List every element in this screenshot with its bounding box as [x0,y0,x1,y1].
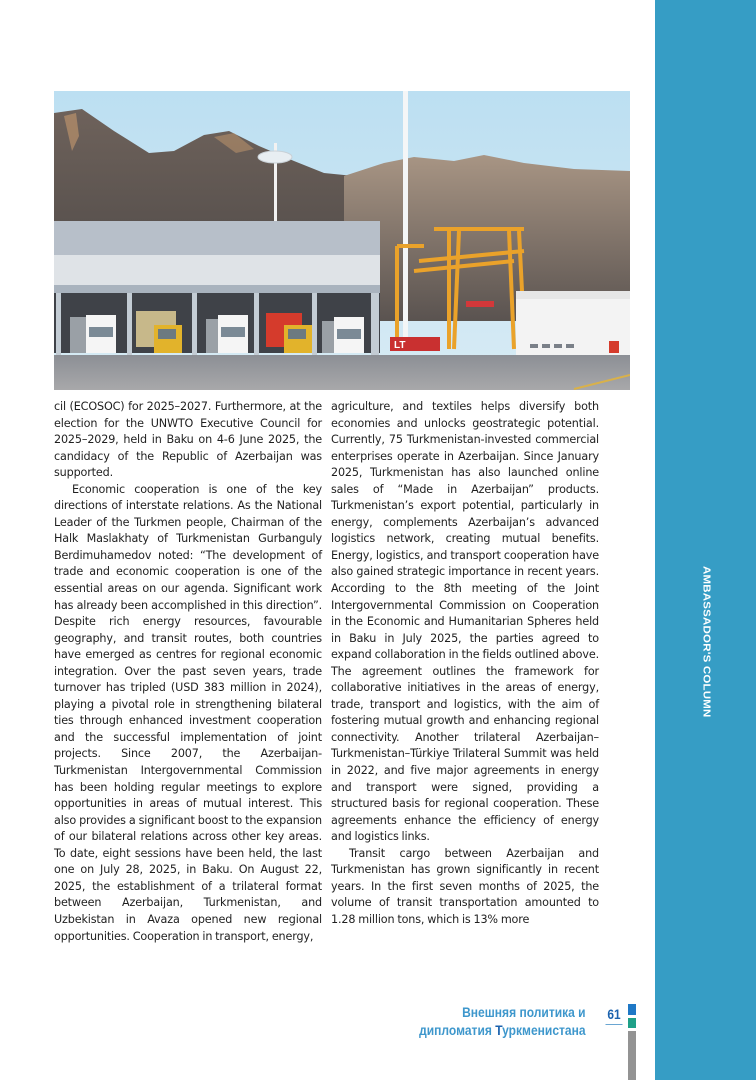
paragraph: agriculture, and textiles helps diversify both economies and unlocks geostrategic potential. Currently, 75 Turkmenistan-invested commercial enterprises operate in Azerbaijan. Since January 2025, Turkmenistan has also launched online sales of “Made in Azerbaijan” products. Turkmenistan’s export potential, particularly in energy, complements Azerbaijan’s advanced logistics network, creating mutual benefits. Energy, logistics, and transport cooperation have also gained strategic importance in recent years. According to the 8th meeting of the Joint Intergovernmental Commission on Cooperation in the Economic and Humanitarian Spheres held in Baku in July 2025, the parties agreed to expand collaboration in the fields outlined above. The agreement outlines the framework for collaborative initiatives in the areas of energy, trade, transport and logistics, with the aim of fostering mutual growth and enhancing regional connectivity. Another trilateral Azerbaijan–Turkmenistan–Türkiye Trilateral Summit was held in 2022, and five major agreements in energy and transport were signed, providing a structured basis for regional cooperation. These agreements enhance the efficiency of energy and logistics links. [331,400,599,844]
article-column-left [54,399,322,945]
footer-bar-teal [628,1018,636,1028]
footer-bar-blue [628,1004,636,1015]
magazine-title-line2-suffix: уркменистана [502,1022,586,1038]
magazine-title-line2 [420,1021,586,1039]
trailer-sign: LT [394,340,406,351]
terminal-roof [54,221,380,255]
magazine-title-line2-highlight: Т [495,1022,503,1038]
magazine-title-line2-prefix: дипломатия [419,1022,496,1038]
magazine-title-line1: Внешняя политика и [462,1004,586,1020]
section-tab-label: AMBASSADOR'S COLUMN [700,566,712,718]
page-number: 61 [606,1006,623,1025]
ground [54,355,630,390]
article-photo [54,91,630,390]
section-sidebar [655,0,756,1080]
paragraph: Transit cargo between Azerbaijan and Turkmenistan has grown significantly in recent years. In the first seven months of 2025, the volume of transit transportation amounted to 1.28 million tons, which is 13% more [331,846,599,926]
magazine-title [420,1003,586,1039]
footer-bar-grey [628,1031,636,1080]
article-column-right [331,399,599,929]
paragraph: Economic cooperation is one of the key directions of interstate relations. As the National Leader of the Turkmen people, Chairman of the Halk Maslakhaty of Turkmenistan Gurbanguly Berdimuhamedov noted: “The development of trade and economic cooperation is one of the essential areas on our agenda. Significant work has already been accomplished in this direction”. Despite rich energy resources, favourable geography, and transit routes, both countries have emerged as centres for regional economic integration. Over the past seven years, trade turnover has tripled (USD 383 million in 2024), playing a pivotal role in strengthening bilateral ties through enhanced investment cooperation and the successful implementation of joint projects. Since 2007, the Azerbaijan-Turkmenistan Intergovernmental Commission has been holding regular meetings to explore opportunities in areas of mutual interest. This also provides a significant boost to the expansion of our bilateral relations across other key areas. To date, eight sessions have been held, the last one on July 28, 2025, in Baku. On August 22, 2025, the establishment of a trilateral format between Azerbaijan, Turkmenistan, and Uzbekistan in Avaza opened new regional opportunities. Cooperation in transport, energy, [54,482,322,943]
paragraph: cil (ECOSOC) for 2025–2027. Furthermore, at the election for the UNWTO Executive Council for 2025–2029, held in Baku on 4-6 June 2025, the candidacy of the Republic of Azerbaijan was supported. [54,400,322,480]
